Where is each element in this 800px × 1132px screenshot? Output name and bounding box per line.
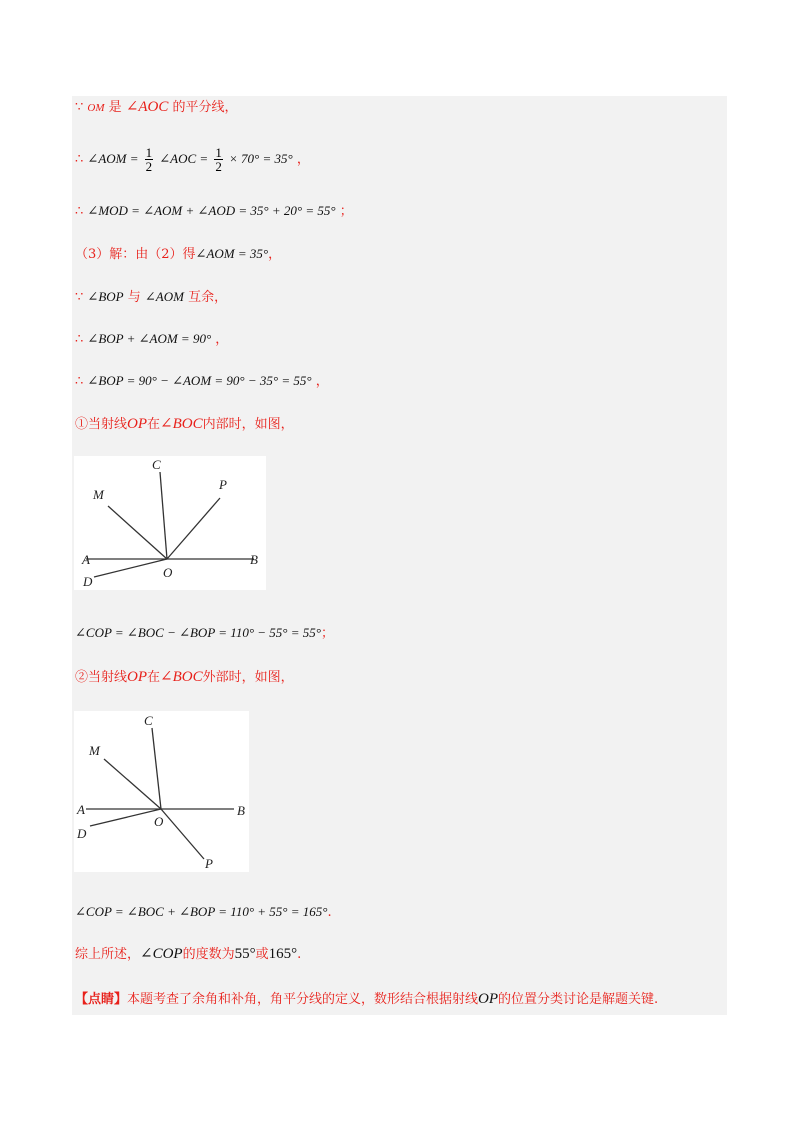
ray-op: [167, 498, 220, 559]
label-c: C: [144, 713, 153, 728]
label-c: C: [152, 457, 161, 472]
ray-om: [108, 506, 167, 559]
ray-oc: [152, 728, 161, 809]
ray-od: [94, 559, 167, 577]
label-a: A: [77, 802, 85, 817]
line-mod-calc: ∴ ∠MOD = ∠AOM + ∠AOD = 35° + 20° = 55° ；: [75, 203, 353, 219]
label-p: P: [205, 856, 213, 871]
label-d: D: [83, 574, 93, 589]
line-bop-calc: ∴ ∠BOP = 90° − ∠AOM = 90° − 35° = 55° ，: [75, 373, 329, 389]
case2-heading: ②当射线OP在∠BOC外部时，如图，: [75, 669, 294, 685]
ray-oc: [160, 472, 167, 559]
label-m: M: [89, 743, 100, 758]
ray-op: [161, 809, 204, 859]
line-part3: （3）解：由（2）得∠AOM = 35°，: [75, 246, 282, 262]
line-sum-90: ∴ ∠BOP + ∠AOM = 90° ，: [75, 331, 229, 347]
ray-om: [104, 759, 161, 809]
label-o: O: [163, 565, 173, 580]
line-om-bisector: ∵ OM 是 ∠AOC 的平分线，: [75, 99, 238, 115]
case1-heading: ①当射线OP在∠BOC内部时，如图，: [75, 416, 294, 432]
line-aom-calc: ∴ ∠AOM = $\frac{1}{2}$ ∠AOC = $\frac{1}{2}$ × 70° = 35° ，: [75, 145, 310, 174]
line-comment: 【点睛】本题考查了余角和补角，角平分线的定义，数形结合根据射线OP的位置分类讨论是解题关键.: [75, 991, 659, 1007]
label-b: B: [250, 552, 258, 567]
fraction-half: $\frac{1}{2}$: [145, 145, 153, 174]
line-cop-case2: ∠COP = ∠BOC + ∠BOP = 110° + 55° = 165°.: [75, 904, 332, 920]
figure-case1-svg: [74, 456, 266, 590]
label-p: P: [219, 477, 227, 492]
figure-case1: [74, 456, 266, 590]
label-a: A: [82, 552, 90, 567]
line-complementary: ∵ ∠BOP 与 ∠AOM 互余，: [75, 289, 228, 305]
line-cop-case1: ∠COP = ∠BOC − ∠BOP = 110° − 55° = 55°；: [75, 625, 334, 641]
label-d: D: [77, 826, 87, 841]
line-summary: 综上所述，∠COP的度数为55°或165°.: [75, 946, 302, 962]
figure-case2: [74, 711, 249, 872]
label-b: B: [237, 803, 245, 818]
fraction-half-2: $\frac{1}{2}$: [215, 145, 222, 174]
label-o: O: [154, 814, 164, 829]
ray-od: [90, 809, 161, 826]
label-m: M: [93, 487, 104, 502]
figure-case2-svg: [74, 711, 249, 872]
